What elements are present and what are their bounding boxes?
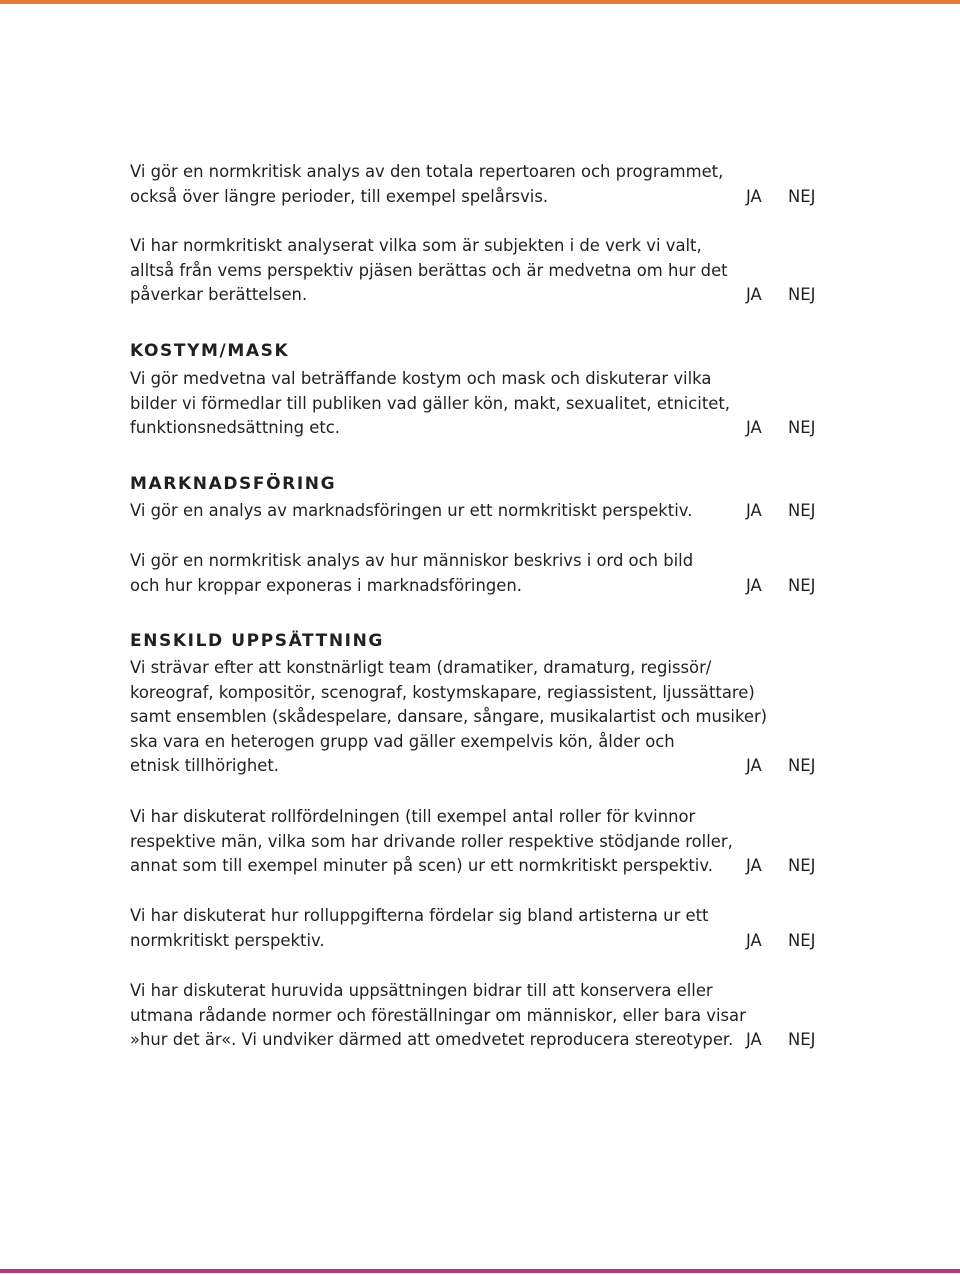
answer-yes[interactable]: JA [746, 1030, 762, 1049]
question-item [130, 160, 830, 209]
question-text: Vi gör medvetna val beträffande kostym och mask och diskuterar vilka bilder vi förmedlar till publiken vad gäller kön, makt, sexualitet, etnicitet, funktionsnedsättning etc. [130, 369, 730, 437]
answer-yes[interactable]: JA [746, 756, 762, 775]
answer-no[interactable]: NEJ [788, 856, 816, 875]
question-text: Vi gör en analys av marknadsföringen ur ett normkritiskt perspektiv. [130, 501, 693, 520]
question-item [130, 979, 830, 1053]
answer-no[interactable]: NEJ [788, 1030, 816, 1049]
question-item [130, 549, 830, 598]
question-text: Vi gör en normkritisk analys av den totala repertoaren och programmet, också över längre perioder, till exempel spelårsvis. [130, 162, 724, 206]
answer-options [746, 1028, 828, 1053]
answer-yes[interactable]: JA [746, 575, 762, 595]
section-heading-marknadsforing: MARKNADSFÖRING [130, 474, 337, 494]
question-text: Vi gör en normkritisk analys av hur människor beskrivs i ord och bild och hur kroppar exponeras i marknadsföringen. [130, 551, 694, 595]
question-text: Vi har diskuterat rollfördelningen (till exempel antal roller för kvinnor respektive män, vilka som har drivande roller respektive stödjande roller, annat som till exempel minuter på scen) ur ett normkritiskt perspektiv. [130, 807, 733, 875]
section-heading-kostym-mask: KOSTYM/MASK [130, 341, 290, 361]
answer-no[interactable]: NEJ [788, 930, 816, 950]
answer-no[interactable]: NEJ [788, 186, 816, 206]
question-text: Vi har diskuterat hur rolluppgifterna fördelar sig bland artisterna ur ett normkritiskt perspektiv. [130, 906, 709, 950]
question-text: Vi har diskuterat huruvida uppsättningen bidrar till att konservera eller utmana rådande normer och föreställningar om människor, eller bara visar »hur det är«. Vi undviker därmed att omedvetet reproducera stereotyper. [130, 981, 746, 1049]
question-item [130, 499, 830, 524]
question-item [130, 234, 830, 308]
question-text: Vi har normkritiskt analyserat vilka som är subjekten i de verk vi valt, alltså från vems perspektiv pjäsen berättas och är medvetna om hur det påverkar berättelsen. [130, 236, 728, 304]
bottom-accent-rule [0, 1269, 960, 1273]
top-accent-rule [0, 0, 960, 4]
question-item [130, 805, 830, 879]
answer-options [746, 283, 828, 308]
answer-yes[interactable]: JA [746, 186, 762, 206]
answer-options [746, 574, 828, 599]
answer-no[interactable]: NEJ [788, 418, 816, 437]
answer-options [746, 185, 828, 210]
answer-no[interactable]: NEJ [788, 501, 816, 520]
answer-yes[interactable]: JA [746, 856, 762, 875]
answer-options [746, 929, 828, 954]
answer-options [746, 416, 828, 441]
question-text: Vi strävar efter att konstnärligt team (dramatiker, dramaturg, regissör/ koreograf, kompositör, scenograf, kostymskapare, regiassistent, ljussättare) samt ensemblen (skådespelare, dansare, sångare, musikalartist och musiker) ska vara en heterogen grupp vad gäller exempelvis kön, ålder och etnisk tillhörighet. [130, 658, 768, 775]
answer-options [746, 854, 828, 879]
answer-yes[interactable]: JA [746, 418, 762, 437]
answer-options [746, 499, 828, 524]
question-item [130, 656, 830, 779]
answer-yes[interactable]: JA [746, 501, 762, 520]
answer-no[interactable]: NEJ [788, 756, 816, 775]
question-item [130, 904, 830, 953]
question-item [130, 367, 830, 441]
answer-no[interactable]: NEJ [788, 575, 816, 595]
answer-yes[interactable]: JA [746, 930, 762, 950]
answer-yes[interactable]: JA [746, 285, 762, 304]
section-heading-enskild-uppsattning: ENSKILD UPPSÄTTNING [130, 631, 384, 651]
answer-options [746, 754, 828, 779]
answer-no[interactable]: NEJ [788, 285, 816, 304]
